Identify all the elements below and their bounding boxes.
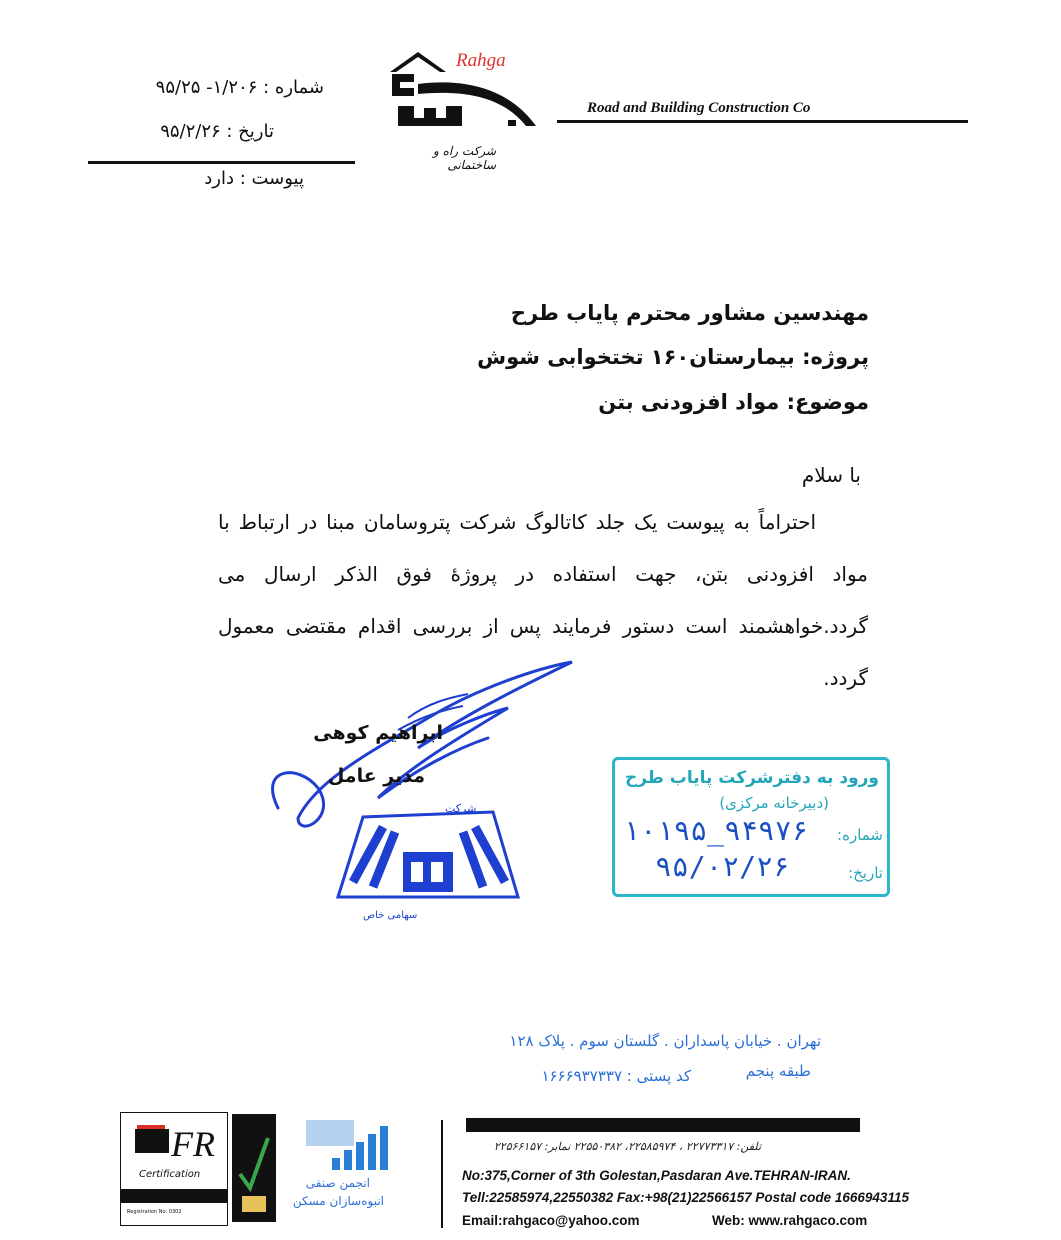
- association-line2: انبوه‌سازان مسکن: [292, 1194, 384, 1208]
- association-line1: انجمن صنفی: [305, 1176, 370, 1190]
- redacted-text: [466, 1118, 860, 1132]
- header-rule-right: [557, 120, 968, 123]
- cert-registration: Registration No: 0302: [127, 1209, 182, 1215]
- letter-attachment-label: پیوست :: [239, 168, 304, 189]
- stamp-number-value: ۱۰۱۹۵_۹۴۹۷۶: [623, 814, 809, 847]
- iso-badge: [232, 1114, 276, 1222]
- footer-divider: [441, 1120, 443, 1228]
- signatory-title: مدیر عامل: [327, 765, 425, 787]
- letter-number: [156, 79, 324, 97]
- letter-attachment-value: دارد: [204, 168, 234, 189]
- stamp-date-value: ۹۵/۰۲/۲۶: [655, 850, 790, 883]
- footer-postal-fa: [541, 1067, 691, 1085]
- cert-mark-text: FR: [171, 1124, 215, 1164]
- logo-persian-text: شرکت راه و ساختمانی: [432, 144, 496, 172]
- stamp-date-label: تاریخ:: [848, 864, 883, 882]
- association-logo: [304, 1116, 390, 1176]
- footer-postal-value: ۱۶۶۶۹۳۷۳۳۷: [541, 1067, 623, 1085]
- cert-bar: [121, 1189, 227, 1203]
- certification-badge: [120, 1112, 228, 1226]
- project-line: پروژه: بیمارستان۱۶۰ تختخوابی شوش: [477, 345, 869, 369]
- letter-number-value: ۹۵/۲۵ -۱/۲۰۶: [155, 77, 258, 98]
- footer-address-en: No:375,Corner of 3th Golestan,Pasdaran Ave.TEHRAN-IRAN.: [462, 1168, 851, 1183]
- footer-phones-fa: تلفن: ۲۲۷۷۳۳۱۷ ، ۲۲۵۸۵۹۷۴، ۲۲۵۵۰۳۸۲ نمابر: ۲۲۵۶۶۱۵۷: [493, 1140, 761, 1153]
- company-english-name: Road and Building Construction Co: [587, 100, 811, 116]
- footer-postal-label: کد پستی :: [626, 1067, 691, 1085]
- stamp-number-label: شماره:: [837, 826, 883, 844]
- cert-label: Certification: [139, 1169, 201, 1180]
- letter-number-label: شماره :: [263, 77, 324, 98]
- footer-phones-en: Tell:22585974,22550382 Fax:+98(21)22566157 Postal code 1666943115: [462, 1190, 909, 1205]
- header-rule-left: [88, 161, 355, 164]
- body-paragraph: احتراماً به پیوست یک جلد کاتالوگ شرکت پتروسامان مبنا در ارتباط با مواد افزودنی بتن، جهت استفاده در پروژۀ فوق الذکر ارسال می گردد.خواهشمند است دستور فرمایند پس از بررسی اقدام مقتضی معمول گردد.: [218, 510, 868, 690]
- subject-line: موضوع: مواد افزودنی بتن: [598, 390, 869, 414]
- logo-latin-text: Rahga: [456, 50, 506, 71]
- addressee-line: مهندسین مشاور محترم پایاب طرح: [510, 301, 869, 325]
- letter-date: [160, 123, 274, 141]
- receipt-stamp: [612, 757, 890, 897]
- seal-top-text: شرکت: [445, 802, 477, 815]
- footer-floor-fa: طبقه پنجم: [745, 1062, 811, 1080]
- footer-email[interactable]: Email:rahgaco@yahoo.com: [462, 1213, 640, 1228]
- company-logo: [384, 44, 544, 174]
- stamp-title: ورود به دفترشرکت پایاب طرح: [624, 768, 879, 788]
- letter-attachment: [204, 170, 304, 188]
- cert-mark-red-bar: [137, 1125, 165, 1129]
- letter-date-label: تاریخ :: [226, 121, 274, 142]
- cert-mark-block: [135, 1129, 169, 1153]
- greeting: با سلام: [801, 463, 861, 487]
- letter-date-value: ۹۵/۲/۲۶: [160, 121, 221, 142]
- seal-bottom-text: سهامی خاص: [363, 910, 418, 921]
- footer-website[interactable]: Web: www.rahgaco.com: [712, 1213, 868, 1228]
- signatory-name: ابراهیم کوهی: [313, 722, 443, 744]
- stamp-subtitle: (دبیرخانه مرکزی): [719, 794, 829, 812]
- footer-address-fa: تهران . خیابان پاسداران . گلستان سوم . پلاک ۱۲۸: [509, 1032, 821, 1050]
- company-seal: [333, 802, 523, 927]
